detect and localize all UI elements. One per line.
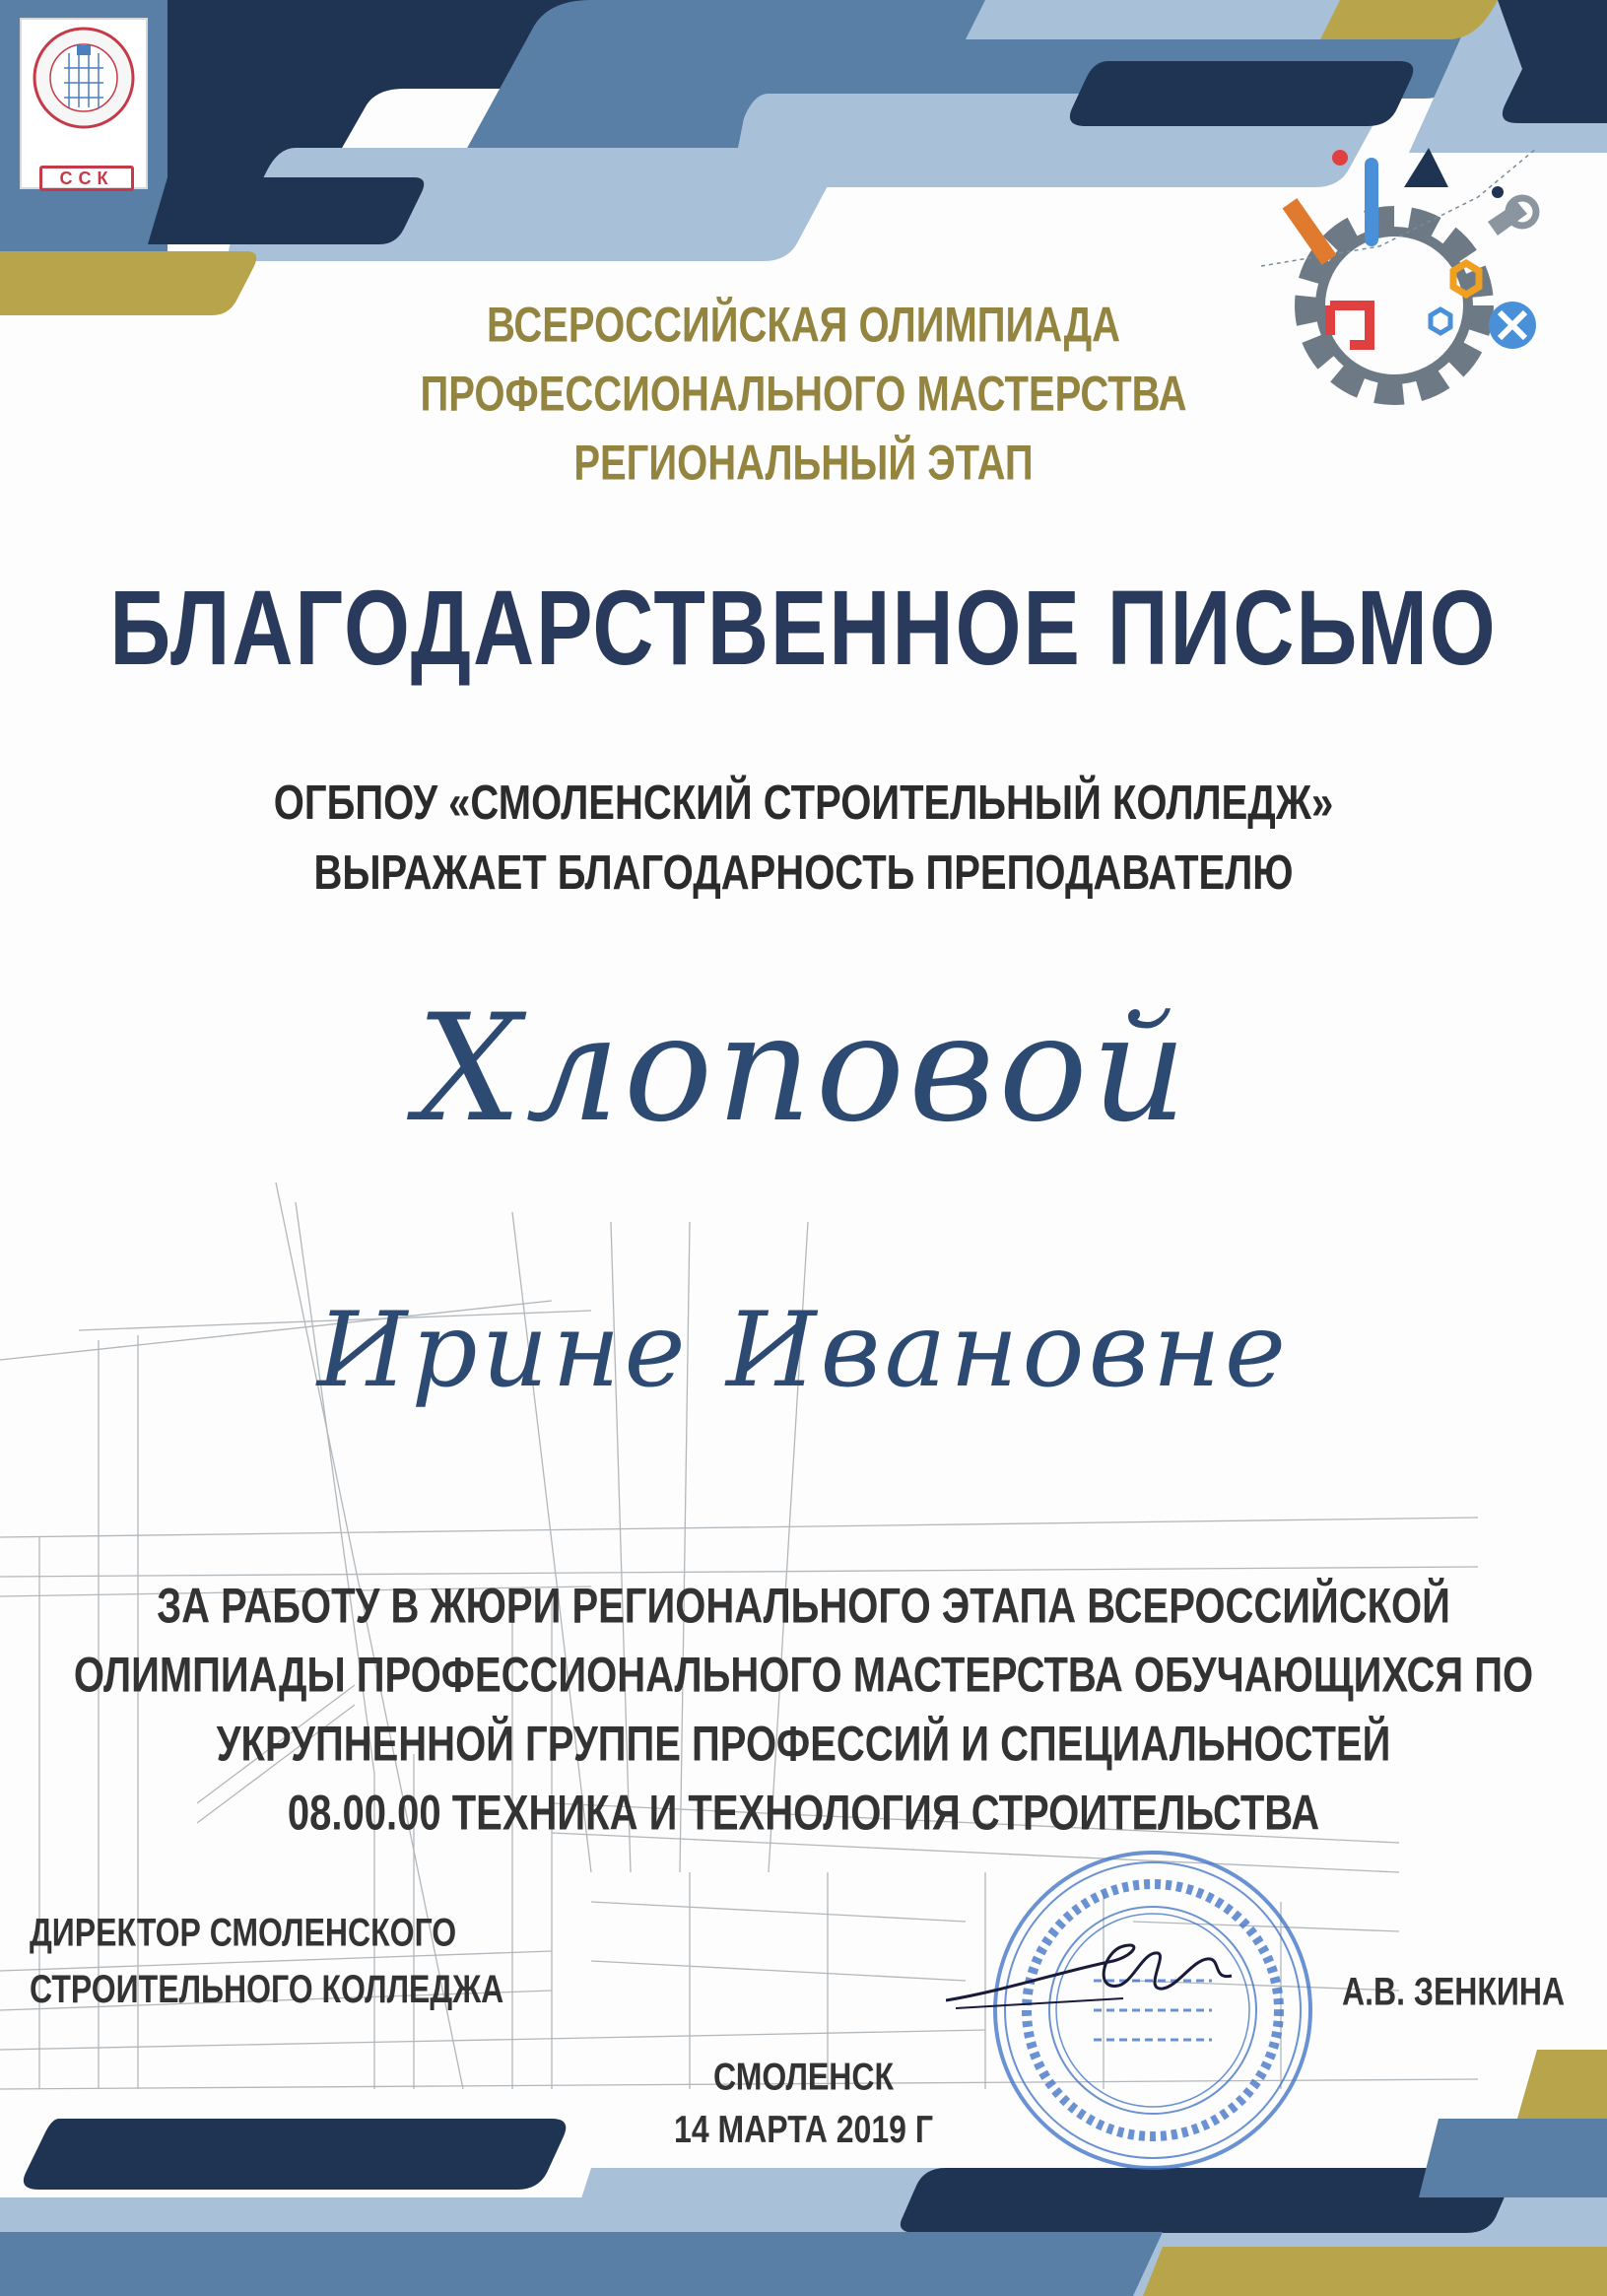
handwritten-signature — [946, 1931, 1241, 2020]
olympiad-line: РЕГИОНАЛЬНЫЙ ЭТАП — [573, 436, 1034, 491]
director-position — [30, 1904, 503, 2017]
gratitude-line: ВЫРАЖАЕТ БЛАГОДАРНОСТЬ ПРЕПОДАВАТЕЛЮ — [313, 846, 1294, 900]
olympiad-line: ВСЕРОССИЙСКАЯ ОЛИМПИАДА — [486, 298, 1121, 353]
director-name: А.В. ЗЕНКИНА — [1342, 1969, 1566, 2014]
reason-line: УКРУПНЕННОЙ ГРУППЕ ПРОФЕССИЙ И СПЕЦИАЛЬНОСТЕЙ — [216, 1717, 1391, 1772]
city: СМОЛЕНСК — [713, 2054, 894, 2098]
olympiad-line: ПРОФЕССИОНАЛЬНОГО МАСТЕРСТВА — [420, 367, 1187, 422]
organization-name: ОГБПОУ «СМОЛЕНСКИЙ СТРОИТЕЛЬНЫЙ КОЛЛЕДЖ» — [273, 777, 1334, 831]
college-emblem — [30, 24, 138, 132]
award-reason — [0, 1572, 1607, 1848]
reason-line: 08.00.00 ТЕХНИКА И ТЕХНОЛОГИЯ СТРОИТЕЛЬСТВА — [287, 1786, 1320, 1841]
reason-line: ЗА РАБОТУ В ЖЮРИ РЕГИОНАЛЬНОГО ЭТАПА ВСЕРОССИЙСКОЙ — [157, 1579, 1450, 1634]
olympiad-header — [0, 291, 1607, 498]
college-abbreviation: ССК — [39, 166, 134, 191]
place-and-date — [0, 2050, 1607, 2155]
document-title: БЛАГОДАРСТВЕННОЕ ПИСЬМО — [109, 569, 1498, 688]
director-position-line: ДИРЕКТОР СМОЛЕНСКОГО — [30, 1910, 457, 1955]
date: 14 МАРТА 2019 Г — [674, 2107, 933, 2151]
recipient-given-names: Ирине Ивановне — [316, 1290, 1291, 1410]
organization-statement — [0, 769, 1607, 909]
director-position-line: СТРОИТЕЛЬНОГО КОЛЛЕДЖА — [30, 1966, 504, 2011]
college-logo — [20, 18, 148, 189]
reason-line: ОЛИМПИАДЫ ПРОФЕССИОНАЛЬНОГО МАСТЕРСТВА ОБУЧАЮЩИХСЯ ПО — [73, 1648, 1534, 1703]
recipient-surname: Хлоповой — [416, 983, 1191, 1155]
